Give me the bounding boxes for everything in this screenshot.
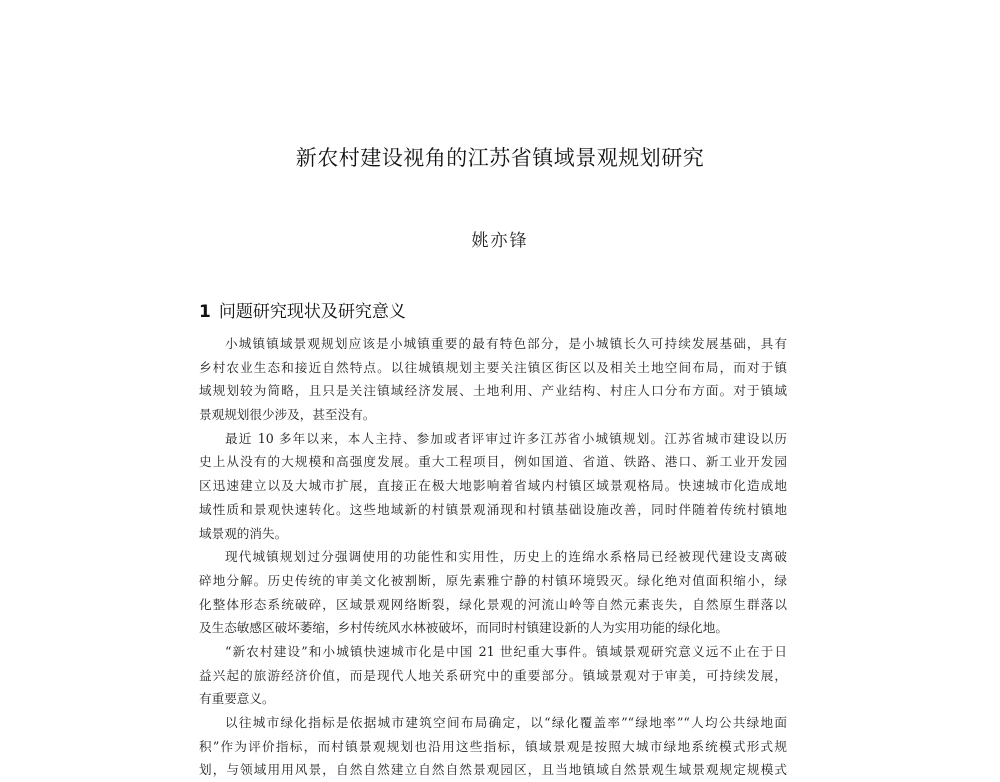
text-line: “新农村建设”和小城镇快速城市化是中国 21 世纪重大事件。镇域景观研究意义远不止在于日	[225, 643, 787, 659]
text-line: 划，与领域用用风景，自然自然建立自然自然景观园区，且当地镇域自然景观生域景观规定规模式	[199, 762, 787, 778]
author-name: 姚亦锋	[471, 231, 529, 251]
text-line: 域景观的消失。	[199, 525, 288, 541]
text-line: 史上从没有的大规模和高强度发展。重大工程项目，例如国道、省道、铁路、港口、新工业开发园	[199, 454, 787, 470]
text-line: 及生态敏感区破坏萎缩，乡村传统风水林被破坏，而同时村镇建设新的人为实用功能的绿化地。	[199, 620, 728, 636]
section-number: 1	[199, 302, 211, 322]
text-line: 乡村农业生态和接近自然特点。以往城镇规划主要关注镇区街区以及相关土地空间布局，而对于镇	[199, 359, 787, 375]
text-line: 区迅速建立以及大城市扩展，直接正在极大地影响着省域内村镇区域景观格局。快速城市化造成地	[199, 478, 787, 494]
body-text	[199, 332, 787, 782]
text-line: 域性质和景观快速转化。这些地域新的村镇景观涌现和村镇基础设施改善，同时伴随着传统村镇地	[199, 501, 787, 517]
section-heading	[199, 297, 406, 322]
text-line: 景观规划很少涉及，甚至没有。	[199, 407, 376, 423]
text-line: 碎地分解。历史传统的审美文化被割断，原先素雅宁静的村镇环境毁灭。绿化绝对值面积缩小，绿	[199, 572, 787, 588]
text-line: 域规划较为简略，且只是关注镇域经济发展、土地利用、产业结构、村庄人口分布方面。对于镇域	[199, 383, 787, 399]
paper-title: 新农村建设视角的江苏省镇域景观规划研究	[295, 146, 705, 170]
text-line: 有重要意义。	[199, 691, 275, 707]
text-line: 化整体形态系统破碎，区域景观网络断裂，绿化景观的河流山岭等自然元素丧失，自然原生群落以	[199, 596, 787, 612]
text-line: 益兴起的旅游经济价值，而是现代人地关系研究中的重要部分。镇域景观对于审美，可持续发展，	[199, 667, 787, 683]
text-line: 以往城市绿化指标是依据城市建筑空间布局确定，以“绿化覆盖率”“绿地率”“人均公共绿地面	[225, 715, 787, 730]
text-line: 积”作为评价指标，而村镇景观规划也沿用这些指标，镇域景观是按照大城市绿地系统模式形式规	[199, 738, 787, 754]
text-line: 最近 10 多年以来，本人主持、参加或者评审过许多江苏省小城镇规划。江苏省城市建设以历	[225, 430, 787, 446]
text-line: 现代城镇规划过分强调使用的功能性和实用性，历史上的连绵水系格局已经被现代建设支离破	[225, 549, 787, 565]
section-title: 问题研究现状及研究意义	[218, 302, 406, 322]
text-line: 小城镇镇域景观规划应该是小城镇重要的最有特色部分，是小城镇长久可持续发展基础，具有	[225, 336, 787, 351]
